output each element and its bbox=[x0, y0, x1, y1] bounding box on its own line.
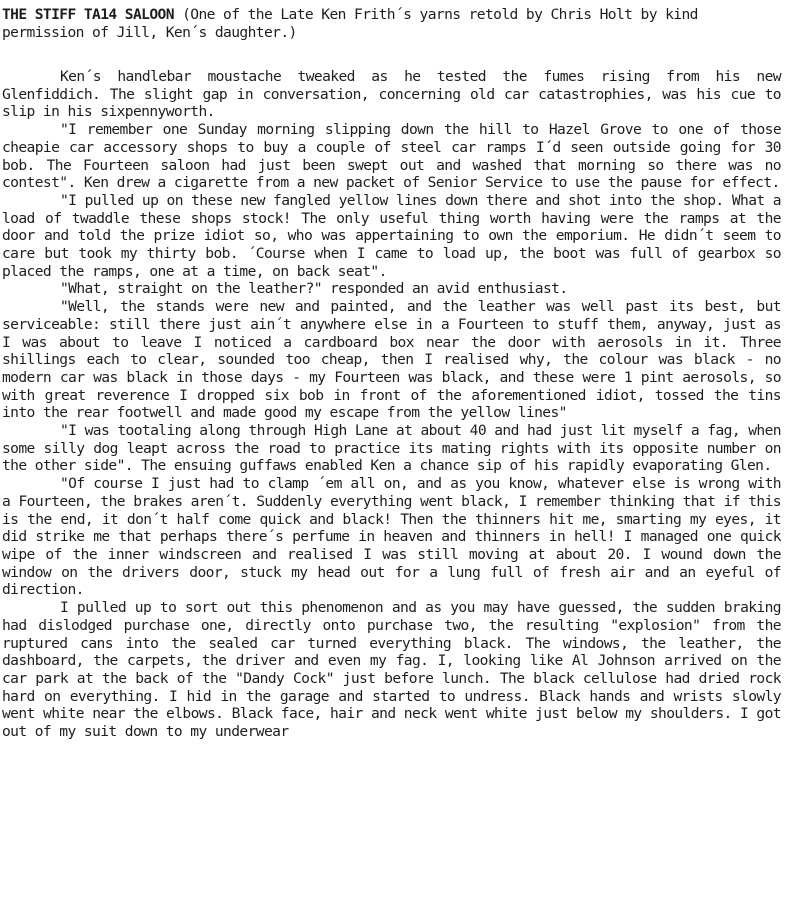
paragraph-5: "Well, the stands were new and painted, and the leather was well past its best, but serviceable: still there just ain´t anywhere else in a Fourteen to stuff them, anyway, just as I was about to leave I noticed a cardboard box near the door with aerosols in it. Three shillings each to clear, sounded too cheap, then I realised why, the colour was black - no modern car was black in those days - my Fourteen was black, and these were 1 pint aerosols, so with great reverence I dropped six bob in front of the aforementioned idiot, tossed the tins into the rear footwell and made good my escape from the yellow lines" bbox=[2, 298, 781, 422]
paragraph-6: "I was tootaling along through High Lane at about 40 and had just lit myself a fag, when some silly dog leapt across the road to practice its mating rights with its opposite number on the other side". The ensuing guffaws enabled Ken a chance sip of his rapidly evaporating Glen. bbox=[2, 422, 781, 475]
article-heading bbox=[2, 6, 781, 42]
article-title: THE STIFF TA14 SALOON bbox=[2, 6, 174, 23]
article-intro: (One of the Late Ken Frith´s yarns retold by Chris Holt by kind permission of Jill, Ken´s daughter.) bbox=[2, 6, 707, 41]
paragraph-4: "What, straight on the leather?" responded an avid enthusiast. bbox=[60, 280, 568, 298]
paragraph-7: "Of course I just had to clamp ´em all on, and as you know, whatever else is wrong with a Fourteen, the brakes aren´t. Suddenly everything went black, I remember thinking that if this is the end, it don´t half come quick and black! Then the thinners hit me, smarting my eyes, it did strike me that perhaps there´s perfume in heaven and thinners in hell! I managed one quick wipe of the inner windscreen and realised I was still moving at about 20. I wound down the window on the drivers door, stuck my head out for a lung full of fresh air and an eyeful of direction. bbox=[2, 475, 781, 599]
paragraph-1: Ken´s handlebar moustache tweaked as he tested the fumes rising from his new Glenfiddich. The slight gap in conversation, concerning old car catastrophies, was his cue to slip in his sixpennyworth. bbox=[2, 68, 781, 121]
heading-spacer bbox=[2, 42, 781, 68]
paragraph-3: "I pulled up on these new fangled yellow lines down there and shot into the shop. What a load of twaddle these shops stock! The only useful thing worth having were the ramps at the door and told the prize idiot so, who was appertaining to own the emporium. He didn´t seem to care but took my thirty bob. ´Course when I came to load up, the boot was full of gearbox so placed the ramps, one at a time, on back seat". bbox=[2, 191, 781, 280]
paragraph-2: "I remember one Sunday morning slipping down the hill to Hazel Grove to one of those cheapie car accessory shops to buy a couple of steel car ramps I´d seen outside going for 30 bob. The Fourteen saloon had just been swept out and washed that morning so there was no contest". Ken drew a cigarette from a new packet of Senior Service to use the pause for effect. bbox=[2, 121, 781, 192]
paragraph-8: I pulled up to sort out this phenomenon and as you may have guessed, the sudden braking had dislodged purchase one, directly onto purchase two, the resulting "explosion" from the ruptured cans into the sealed car turned everything black. The windows, the leather, the dashboard, the carpets, the driver and even my fag. I, looking like Al Johnson arrived on the car park at the back of the "Dandy Cock" just before lunch. The black cellulose had dried rock hard on everything. I hid in the garage and started to undress. Black hands and wrists slowly went white near the elbows. Black face, hair and neck went white just below my shoulders. I got out of my suit down to my underwear bbox=[2, 599, 781, 741]
